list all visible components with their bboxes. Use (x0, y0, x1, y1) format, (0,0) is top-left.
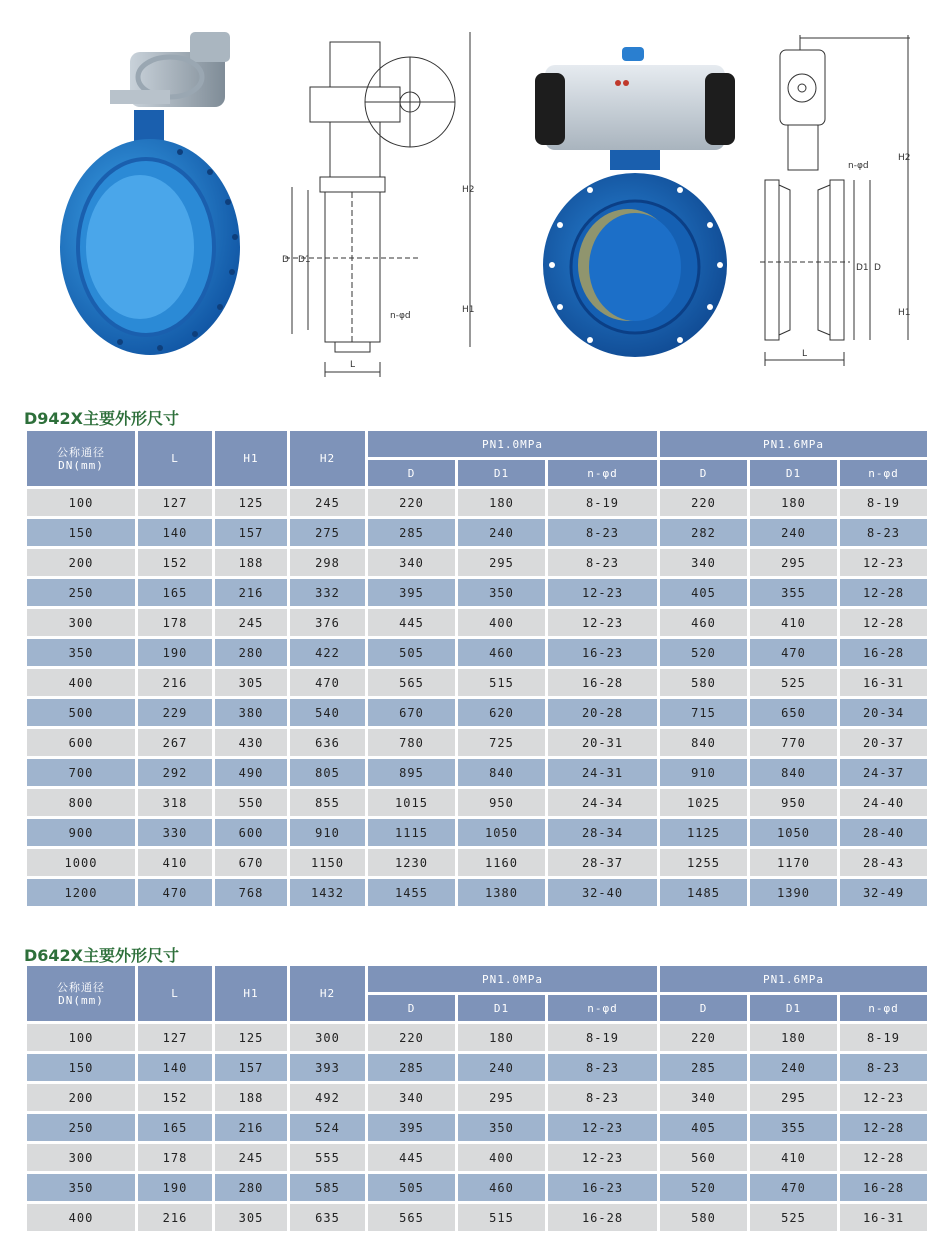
table-cell: 340 (660, 1084, 747, 1111)
table-cell: 340 (368, 1084, 455, 1111)
table-cell: 1025 (660, 789, 747, 816)
table-cell: 460 (458, 1174, 545, 1201)
table-cell: 1485 (660, 879, 747, 906)
drawing-label: D1 (856, 263, 869, 273)
table-cell: 150 (27, 1054, 135, 1081)
table-row (27, 1114, 927, 1141)
table-cell: 190 (138, 639, 212, 666)
table-cell: 636 (290, 729, 365, 756)
table-cell: 350 (458, 1114, 545, 1141)
table-cell: 220 (660, 489, 747, 516)
table-cell: 24-31 (548, 759, 657, 786)
table-cell: 1015 (368, 789, 455, 816)
table-cell: 240 (750, 1054, 837, 1081)
table-cell: 20-31 (548, 729, 657, 756)
table-cell: 200 (27, 1084, 135, 1111)
table-cell: 1455 (368, 879, 455, 906)
table-cell: 229 (138, 699, 212, 726)
table-cell: 1200 (27, 879, 135, 906)
table-cell: 565 (368, 1204, 455, 1231)
table-cell: 150 (27, 519, 135, 546)
table-cell: 250 (27, 579, 135, 606)
drawing-label: D1 (298, 255, 311, 265)
table-row (27, 729, 927, 756)
header-pn10: PN1.0MPa (368, 966, 657, 992)
table-body (27, 1024, 927, 1231)
table-cell: 670 (368, 699, 455, 726)
table-row (27, 1054, 927, 1081)
header-h2: H2 (290, 966, 365, 1021)
header-l: L (138, 431, 212, 486)
header-pn10: PN1.0MPa (368, 431, 657, 457)
table-cell: 355 (750, 579, 837, 606)
table-cell: 410 (750, 1144, 837, 1171)
table-cell: 520 (660, 1174, 747, 1201)
drawing-label: H2 (898, 153, 911, 163)
drawing-label: D (874, 263, 881, 273)
table-cell: 245 (290, 489, 365, 516)
table-cell: 715 (660, 699, 747, 726)
table-cell: 285 (368, 519, 455, 546)
table-cell: 24-37 (840, 759, 927, 786)
table-cell: 1000 (27, 849, 135, 876)
table-cell: 410 (138, 849, 212, 876)
subheader-d: D (660, 460, 747, 486)
table-cell: 28-43 (840, 849, 927, 876)
table-cell: 768 (215, 879, 287, 906)
table-cell: 8-23 (840, 1054, 927, 1081)
table-cell: 275 (290, 519, 365, 546)
table-cell: 300 (290, 1024, 365, 1051)
table-cell: 100 (27, 489, 135, 516)
table-cell: 16-28 (840, 1174, 927, 1201)
table-cell: 12-23 (548, 1114, 657, 1141)
table-cell: 178 (138, 1144, 212, 1171)
table-cell: 910 (290, 819, 365, 846)
subheader-bolts: n-φd (840, 460, 927, 486)
table-cell: 12-23 (548, 1144, 657, 1171)
table-cell: 298 (290, 549, 365, 576)
table-cell: 12-28 (840, 1144, 927, 1171)
table-cell: 910 (660, 759, 747, 786)
table-cell: 216 (138, 669, 212, 696)
table-cell: 840 (660, 729, 747, 756)
table-cell: 8-23 (548, 1054, 657, 1081)
table-cell: 8-23 (548, 519, 657, 546)
table-cell: 460 (458, 639, 545, 666)
subheader-d1: D1 (458, 995, 545, 1021)
table-row (27, 1084, 927, 1111)
table-cell: 445 (368, 609, 455, 636)
table-row (27, 759, 927, 786)
table-cell: 376 (290, 609, 365, 636)
table-cell: 600 (27, 729, 135, 756)
table-cell: 380 (215, 699, 287, 726)
subheader-d1: D1 (750, 460, 837, 486)
table-cell: 220 (368, 1024, 455, 1051)
table-row (27, 699, 927, 726)
table-cell: 300 (27, 609, 135, 636)
dimension-table-d942x (24, 428, 930, 909)
table-cell: 400 (27, 1204, 135, 1231)
table-cell: 1160 (458, 849, 545, 876)
table-cell: 840 (458, 759, 545, 786)
table-cell: 524 (290, 1114, 365, 1141)
table-cell: 470 (750, 639, 837, 666)
table-cell: 216 (215, 1114, 287, 1141)
table-cell: 16-28 (840, 639, 927, 666)
table-cell: 422 (290, 639, 365, 666)
table-cell: 340 (368, 549, 455, 576)
table-cell: 280 (215, 639, 287, 666)
table-cell: 395 (368, 579, 455, 606)
table-cell: 895 (368, 759, 455, 786)
table-cell: 282 (660, 519, 747, 546)
subheader-d: D (368, 460, 455, 486)
table-cell: 305 (215, 1204, 287, 1231)
table-cell: 8-19 (840, 489, 927, 516)
table-cell: 1050 (458, 819, 545, 846)
table-cell: 780 (368, 729, 455, 756)
table-cell: 1432 (290, 879, 365, 906)
subheader-d: D (660, 995, 747, 1021)
table-cell: 525 (750, 669, 837, 696)
table-cell: 950 (750, 789, 837, 816)
table-cell: 770 (750, 729, 837, 756)
table-row (27, 549, 927, 576)
table-cell: 12-23 (548, 609, 657, 636)
table-cell: 165 (138, 579, 212, 606)
table-cell: 8-19 (548, 489, 657, 516)
table-cell: 395 (368, 1114, 455, 1141)
header-h2: H2 (290, 431, 365, 486)
table-cell: 1255 (660, 849, 747, 876)
table-cell: 152 (138, 549, 212, 576)
table-cell: 305 (215, 669, 287, 696)
table-body (27, 489, 927, 906)
table-row (27, 489, 927, 516)
table-cell: 350 (458, 579, 545, 606)
table-cell: 515 (458, 669, 545, 696)
subheader-d1: D1 (458, 460, 545, 486)
table-cell: 295 (750, 549, 837, 576)
header-dn: 公称通径 DN(mm) (27, 431, 135, 486)
electric-actuator-valve-photo (60, 22, 260, 362)
table-row (27, 819, 927, 846)
table-cell: 350 (27, 1174, 135, 1201)
table-cell: 292 (138, 759, 212, 786)
table-cell: 240 (458, 519, 545, 546)
pneumatic-actuator-valve-photo (530, 45, 740, 365)
table-cell: 267 (138, 729, 212, 756)
table-cell: 12-28 (840, 609, 927, 636)
table-cell: 127 (138, 1024, 212, 1051)
drawing-label: n-φd (848, 161, 869, 171)
table-cell: 560 (660, 1144, 747, 1171)
table-cell: 725 (458, 729, 545, 756)
table-cell: 188 (215, 1084, 287, 1111)
table-row (27, 1024, 927, 1051)
drawing-label: H1 (462, 305, 475, 315)
table-cell: 8-23 (548, 1084, 657, 1111)
table-row (27, 789, 927, 816)
table-cell: 400 (458, 1144, 545, 1171)
table-row (27, 639, 927, 666)
table-cell: 585 (290, 1174, 365, 1201)
table-cell: 250 (27, 1114, 135, 1141)
table-cell: 540 (290, 699, 365, 726)
table-cell: 24-40 (840, 789, 927, 816)
table-cell: 460 (660, 609, 747, 636)
table-cell: 125 (215, 489, 287, 516)
table-cell: 220 (660, 1024, 747, 1051)
table-cell: 1125 (660, 819, 747, 846)
table-cell: 1230 (368, 849, 455, 876)
header-h1: H1 (215, 431, 287, 486)
table-cell: 8-23 (548, 549, 657, 576)
drawing-label: L (802, 349, 808, 359)
drawing-label: H1 (898, 308, 911, 318)
drawing-label: L (350, 360, 356, 370)
table-cell: 24-34 (548, 789, 657, 816)
table-row (27, 849, 927, 876)
table-cell: 580 (660, 669, 747, 696)
table-cell: 600 (215, 819, 287, 846)
subheader-d1: D1 (750, 995, 837, 1021)
table-cell: 180 (458, 489, 545, 516)
table-cell: 28-34 (548, 819, 657, 846)
subheader-bolts: n-φd (840, 995, 927, 1021)
table-cell: 340 (660, 549, 747, 576)
table-row (27, 1144, 927, 1171)
table-cell: 405 (660, 579, 747, 606)
table-cell: 430 (215, 729, 287, 756)
header-h1: H1 (215, 966, 287, 1021)
table-cell: 670 (215, 849, 287, 876)
table-cell: 180 (750, 489, 837, 516)
table-cell: 245 (215, 609, 287, 636)
table-cell: 1150 (290, 849, 365, 876)
table-cell: 1050 (750, 819, 837, 846)
header-pn16: PN1.6MPa (660, 431, 927, 457)
table-cell: 505 (368, 639, 455, 666)
table-cell: 16-28 (548, 1204, 657, 1231)
table-cell: 285 (660, 1054, 747, 1081)
table-cell: 28-40 (840, 819, 927, 846)
table-cell: 950 (458, 789, 545, 816)
drawing-label: H2 (462, 185, 475, 195)
table-cell: 8-19 (840, 1024, 927, 1051)
table-cell: 525 (750, 1204, 837, 1231)
table-cell: 127 (138, 489, 212, 516)
header-l: L (138, 966, 212, 1021)
table-cell: 500 (27, 699, 135, 726)
table-row (27, 519, 927, 546)
subheader-bolts: n-φd (548, 460, 657, 486)
table-cell: 157 (215, 1054, 287, 1081)
table-row (27, 1204, 927, 1231)
table-cell: 580 (660, 1204, 747, 1231)
table-cell: 490 (215, 759, 287, 786)
table-cell: 300 (27, 1144, 135, 1171)
table-cell: 332 (290, 579, 365, 606)
table-cell: 515 (458, 1204, 545, 1231)
table-cell: 180 (458, 1024, 545, 1051)
table-cell: 1390 (750, 879, 837, 906)
table-cell: 12-23 (840, 549, 927, 576)
drawing-label: n-φd (390, 311, 411, 321)
table-cell: 492 (290, 1084, 365, 1111)
pneumatic-valve-dimension-drawing (750, 30, 920, 375)
table-cell: 100 (27, 1024, 135, 1051)
table-row (27, 669, 927, 696)
table-cell: 555 (290, 1144, 365, 1171)
table-cell: 12-23 (548, 579, 657, 606)
table-cell: 805 (290, 759, 365, 786)
table-cell: 700 (27, 759, 135, 786)
table-cell: 620 (458, 699, 545, 726)
subheader-bolts: n-φd (548, 995, 657, 1021)
table-cell: 400 (27, 669, 135, 696)
table-cell: 800 (27, 789, 135, 816)
table-cell: 16-23 (548, 639, 657, 666)
table-cell: 220 (368, 489, 455, 516)
table-cell: 295 (458, 1084, 545, 1111)
table-cell: 285 (368, 1054, 455, 1081)
table-cell: 295 (458, 549, 545, 576)
table-cell: 520 (660, 639, 747, 666)
table-row (27, 579, 927, 606)
table-cell: 470 (138, 879, 212, 906)
table-row (27, 1174, 927, 1201)
table-cell: 393 (290, 1054, 365, 1081)
table-cell: 410 (750, 609, 837, 636)
table-cell: 190 (138, 1174, 212, 1201)
table-cell: 32-49 (840, 879, 927, 906)
table-cell: 8-19 (548, 1024, 657, 1051)
table-cell: 245 (215, 1144, 287, 1171)
table-cell: 152 (138, 1084, 212, 1111)
table-row (27, 879, 927, 906)
table-cell: 16-31 (840, 1204, 927, 1231)
table-cell: 650 (750, 699, 837, 726)
table-cell: 216 (215, 579, 287, 606)
header-dn: 公称通径 DN(mm) (27, 966, 135, 1021)
table-cell: 20-28 (548, 699, 657, 726)
table-cell: 1380 (458, 879, 545, 906)
table-title: D942X主要外形尺寸 (24, 409, 180, 428)
table-cell: 635 (290, 1204, 365, 1231)
table-cell: 1115 (368, 819, 455, 846)
header-pn16: PN1.6MPa (660, 966, 927, 992)
table-cell: 470 (750, 1174, 837, 1201)
electric-valve-dimension-drawing (270, 22, 490, 382)
table-cell: 855 (290, 789, 365, 816)
table-cell: 20-34 (840, 699, 927, 726)
table-cell: 840 (750, 759, 837, 786)
drawing-label: D (282, 255, 289, 265)
table-cell: 16-28 (548, 669, 657, 696)
table-cell: 125 (215, 1024, 287, 1051)
table-cell: 405 (660, 1114, 747, 1141)
table-cell: 240 (458, 1054, 545, 1081)
table-title: D642X主要外形尺寸 (24, 946, 180, 965)
table-cell: 216 (138, 1204, 212, 1231)
table-cell: 180 (750, 1024, 837, 1051)
table-cell: 318 (138, 789, 212, 816)
table-cell: 330 (138, 819, 212, 846)
table-cell: 178 (138, 609, 212, 636)
table-cell: 20-37 (840, 729, 927, 756)
product-figures (0, 0, 941, 395)
table-cell: 16-31 (840, 669, 927, 696)
table-cell: 140 (138, 519, 212, 546)
table-cell: 470 (290, 669, 365, 696)
table-cell: 240 (750, 519, 837, 546)
dimension-table-d642x (24, 963, 930, 1234)
table-cell: 12-28 (840, 579, 927, 606)
table-cell: 400 (458, 609, 545, 636)
table-cell: 900 (27, 819, 135, 846)
table-cell: 200 (27, 549, 135, 576)
table-cell: 12-28 (840, 1114, 927, 1141)
table-cell: 12-23 (840, 1084, 927, 1111)
subheader-d: D (368, 995, 455, 1021)
table-cell: 188 (215, 549, 287, 576)
table-cell: 16-23 (548, 1174, 657, 1201)
table-cell: 280 (215, 1174, 287, 1201)
table-cell: 140 (138, 1054, 212, 1081)
table-cell: 165 (138, 1114, 212, 1141)
table-cell: 157 (215, 519, 287, 546)
table-cell: 505 (368, 1174, 455, 1201)
table-row (27, 609, 927, 636)
table-cell: 28-37 (548, 849, 657, 876)
table-cell: 445 (368, 1144, 455, 1171)
table-cell: 350 (27, 639, 135, 666)
table-cell: 550 (215, 789, 287, 816)
table-cell: 295 (750, 1084, 837, 1111)
table-cell: 355 (750, 1114, 837, 1141)
table-cell: 8-23 (840, 519, 927, 546)
table-cell: 32-40 (548, 879, 657, 906)
table-cell: 565 (368, 669, 455, 696)
table-cell: 1170 (750, 849, 837, 876)
